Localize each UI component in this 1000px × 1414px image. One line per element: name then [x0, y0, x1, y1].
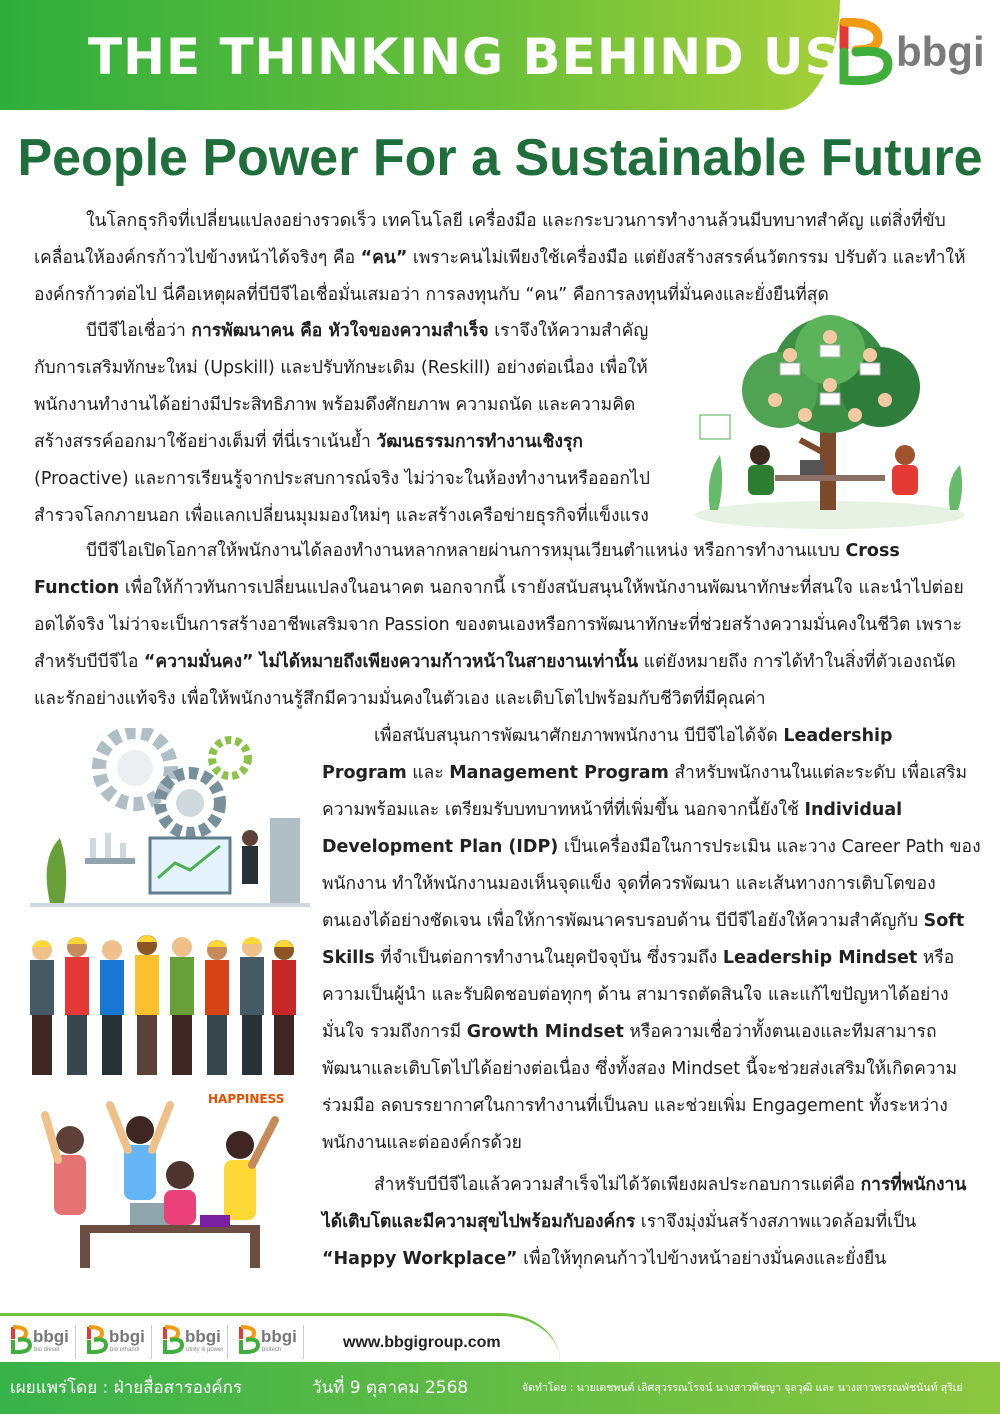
- p4-f: Individual Development Plan (IDP): [322, 800, 903, 857]
- bbgi-b-icon: [10, 1325, 32, 1355]
- brand-logo: [84, 1325, 152, 1359]
- bbgi-b-icon: [86, 1325, 108, 1355]
- bbgi-b-icon: [238, 1325, 260, 1355]
- p4-b: Leadership Program: [322, 726, 893, 783]
- p3-d: “ความมั่นคง” ไม่ได้หมายถึงเพียงความก้าวหน้าในสายงานเท่านั้น: [143, 652, 639, 672]
- tree-illustration: [680, 315, 980, 530]
- p4-e: สำหรับพนักงานในแต่ละระดับ เพื่อเสริมความพร้อมและ เตรียมรับบทบาทหน้าที่ที่เพิ่มขึ้น นอกจากนี้ยังใช้: [322, 763, 968, 820]
- brand-logo: [8, 1325, 76, 1359]
- bbgi-b-icon: [838, 18, 896, 88]
- p1-b: “คน”: [360, 248, 408, 268]
- p4-c: และ: [406, 763, 450, 783]
- p4-j: Leadership Mindset: [722, 948, 918, 968]
- brand-logo: [236, 1325, 304, 1359]
- p2-d: วัฒนธรรมการทำงานเชิงรุก: [376, 432, 583, 452]
- paragraph-opportunity: [34, 533, 984, 718]
- p3-c: เพื่อให้ก้าวทันการเปลี่ยนแปลงในอนาคต นอกจากนี้ เรายังสนับสนุนให้พนักงานพัฒนาทักษะที่สนใจ และนำไปต่อยอดได้จริง ไม่ว่าจะเป็นการสร้างอาชีพเสริมจาก Passion ของตนเองหรือการพัฒนาทักษะที่ช่วยสร้างความมั่นคงในชีวิต เพราะสำหรับบีบีจีไอ: [34, 578, 964, 672]
- p3-e: แต่ยังหมายถึง การได้ทำในสิ่งที่ตัวเองถนัดและรักอย่างแท้จริง เพื่อให้พนักงานรู้สึกมีความมั่นคงในตัวเอง และเติบโตไปพร้อมกับชีวิตที่มีคุณค่า: [34, 652, 956, 709]
- paragraph-intro: [34, 203, 974, 314]
- p4-m: หรือความเชื่อว่าทั้งตนเองและทีมสามารถพัฒนาและเติบโตไปได้อย่างต่อเนื่อง ซึ่งทั้งสอง Mindset นี้จะช่วยส่งเสริมให้เกิดความร่วมมือ ลดบรรยากาศในการทำงานที่เป็นลบ และช่วยเพิ่ม Engagement ทั้งระหว่างพนักงานและต่อองค์กรด้วย: [322, 1022, 957, 1153]
- paragraph-programs: [322, 718, 982, 1162]
- p1-a: ในโลกธุรกิจที่เปลี่ยนแปลงอย่างรวดเร็ว เทคโนโลยี เครื่องมือ และกระบวนการทำงานล้วนมีบทบาทสำคัญ แต่สิ่งที่ขับเคลื่อนให้องค์กรก้าวไปข้างหน้าได้จริงๆ คือ: [34, 211, 946, 268]
- published-by: เผยแพร่โดย : ฝ่ายสื่อสารองค์กร: [10, 1378, 243, 1398]
- p4-h: Soft Skills: [322, 911, 965, 968]
- brand-logo: [160, 1325, 228, 1359]
- credits: จัดทำโดย : นายเดชพนต์ เลิศสุวรรณโรจน์ นางสาวพิชญา จุลวุฒิ และ นางสาวพรรณพัชนันท์ สุริเย่: [522, 1382, 963, 1394]
- header: [0, 0, 1000, 110]
- p4-a: เพื่อสนับสนุนการพัฒนาศักยภาพพนักงาน บีบีจีไอได้จัด: [374, 726, 784, 746]
- workers-illustration: [22, 925, 302, 1085]
- p2-b: การพัฒนาคน คือ หัวใจของความสำเร็จ: [191, 321, 489, 341]
- p4-g: เป็นเครื่องมือในการประเมิน และวาง Career Path ของพนักงาน ทำให้พนักงานมองเห็นจุดแข็ง จุดที่ควรพัฒนา และเส้นทางการเติบโตของตนเองได้อย่างชัดเจน เพื่อให้การพัฒนาครบรอบด้าน บีบีจีไอยังให้ความสำคัญกับ: [322, 837, 981, 931]
- brand-name: bbgi: [33, 1327, 69, 1346]
- paragraph-development: [34, 313, 659, 535]
- p5-d: “Happy Workplace”: [322, 1249, 518, 1269]
- p1-c: เพราะคนไม่เพียงใช้เครื่องมือ แต่ยังสร้างสรรค์นวัตกรรม ปรับตัว และทำให้องค์กรก้าวต่อไป นี่คือเหตุผลที่บีบีจีไอเชื่อมั่นเสมอว่า การลงทุนกับ “คน” คือการลงทุนที่มั่นคงและยั่งยืนที่สุด: [34, 248, 966, 305]
- website-link[interactable]: www.bbgigroup.com: [343, 1334, 501, 1351]
- p4-d: Management Program: [449, 763, 669, 783]
- bbgi-b-icon: [162, 1325, 184, 1355]
- brand-sub: biotech: [262, 1347, 282, 1353]
- brand-sub: utility & power: [186, 1347, 224, 1353]
- paragraph-conclusion: [322, 1167, 982, 1278]
- p5-b: การที่พนักงานได้เติบโตและมีความสุขไปพร้อมกับองค์กร: [322, 1175, 967, 1232]
- brand-name: bbgi: [261, 1327, 297, 1346]
- p2-c: เราจึงให้ความสำคัญกับการเสริมทักษะใหม่ (Upskill) และปรับทักษะเดิม (Reskill) อย่างต่อเนื่อง เพื่อให้พนักงานทำงานได้อย่างมีประสิทธิภาพ พร้อมดึงศักยภาพ ความถนัด และความคิดสร้างสรรค์ออกมาใช้อย่างเต็มที่ ที่นี่เราเน้นย้ำ: [34, 321, 649, 452]
- publish-date: วันที่ 9 ตุลาคม 2568: [312, 1378, 469, 1398]
- happiness-illustration: [40, 1085, 295, 1270]
- main-title: People Power For a Sustainable Future: [17, 129, 983, 187]
- p5-e: เพื่อให้ทุกคนก้าวไปข้างหน้าอย่างมั่นคงและยั่งยืน: [517, 1249, 887, 1269]
- p2-a: บีบีจีไอเชื่อว่า: [86, 321, 192, 341]
- p5-a: สำหรับบีบีจีไอแล้วความสำเร็จไม่ได้วัดเพียงผลประกอบการแต่คือ: [374, 1175, 861, 1195]
- bbgi-logo: [838, 18, 988, 88]
- p4-k: หรือความเป็นผู้นำ และรับผิดชอบต่อทุกๆ ด้าน สามารถตัดสินใจ และแก้ไขปัญหาได้อย่างมั่นใจ รวมถึงการมี: [322, 948, 955, 1042]
- p4-l: Growth Mindset: [466, 1022, 624, 1042]
- brand-logos: [8, 1325, 304, 1359]
- brand-name: bbgi: [109, 1327, 145, 1346]
- p3-b: Cross Function: [34, 541, 900, 598]
- happiness-sign: HAPPINESS: [208, 1092, 285, 1106]
- p5-c: เราจึงมุ่งมั่นสร้างสภาพแวดล้อมที่เป็น: [635, 1212, 917, 1232]
- header-title: THE THINKING BEHIND US: [88, 28, 842, 86]
- brand-name: bbgi: [185, 1327, 221, 1346]
- logo-text: bbgi: [896, 28, 985, 75]
- p3-a: บีบีจีไอเปิดโอกาสให้พนักงานได้ลองทำงานหลากหลายผ่านการหมุนเวียนตำแหน่ง หรือการทำงานแบบ: [86, 541, 846, 561]
- gears-illustration: [30, 728, 310, 913]
- brand-sub: bio ethanol: [110, 1347, 140, 1353]
- brand-sub: bio diesel: [34, 1347, 60, 1353]
- p4-i: ที่จำเป็นต่อการทำงานในยุคปัจจุบัน ซึ่งรวมถึง: [374, 948, 723, 968]
- p2-e: (Proactive) และการเรียนรู้จากประสบการณ์จริง ไม่ว่าจะในห้องทำงานหรือออกไปสำรวจโลกภายนอก เพื่อแลกเปลี่ยนมุมมองใหม่ๆ และสร้างเครือข่ายธุรกิจที่แข็งแรง: [34, 469, 650, 526]
